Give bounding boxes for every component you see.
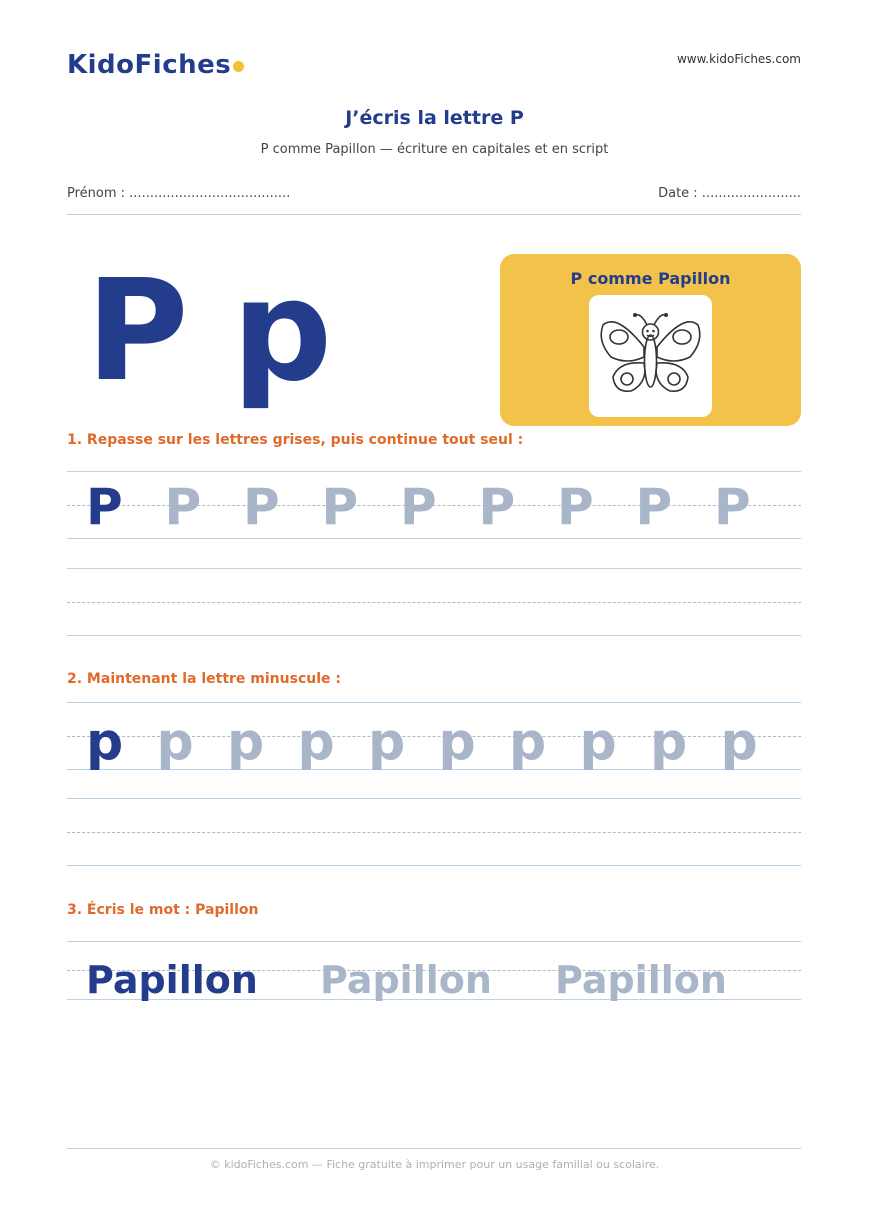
uppercase-letter-trace: P bbox=[243, 478, 280, 536]
header-divider bbox=[67, 214, 801, 215]
writing-baseline bbox=[67, 538, 801, 539]
uppercase-letter-trace: P bbox=[321, 478, 359, 536]
model-lowercase-letter: p bbox=[232, 250, 333, 413]
exercise2-instruction: 2. Maintenant la lettre minuscule : bbox=[67, 671, 341, 687]
lowercase-letter-trace: p bbox=[720, 712, 758, 772]
date-field: Date : ........................ bbox=[658, 186, 801, 201]
writing-midline bbox=[67, 832, 801, 833]
uppercase-letter-trace: P bbox=[478, 478, 516, 536]
uppercase-letter-trace: P bbox=[635, 478, 673, 536]
brand-dot-icon bbox=[233, 61, 244, 72]
model-uppercase-letter: P bbox=[86, 250, 189, 413]
uppercase-letter-trace: P bbox=[714, 478, 751, 536]
card-title: P comme Papillon bbox=[570, 269, 731, 288]
lowercase-letter-model: p bbox=[86, 712, 124, 772]
exercise3-instruction: 3. Écris le mot : Papillon bbox=[67, 902, 259, 918]
writing-line bbox=[67, 798, 801, 799]
model-word: Papillon bbox=[86, 958, 258, 1002]
lowercase-letter-trace: p bbox=[579, 712, 617, 772]
writing-baseline bbox=[67, 865, 801, 866]
lowercase-letter-trace: p bbox=[297, 712, 335, 772]
lowercase-letter-trace: p bbox=[509, 712, 547, 772]
writing-baseline bbox=[67, 635, 801, 636]
butterfly-icon bbox=[589, 295, 712, 417]
uppercase-letter-model: P bbox=[86, 478, 123, 536]
trace-word: Papillon bbox=[320, 958, 492, 1002]
name-field: Prénom : ....................................... bbox=[67, 186, 291, 201]
exercise1-instruction: 1. Repasse sur les lettres grises, puis continue tout seul : bbox=[67, 432, 524, 448]
brand-logo: KidoFiches bbox=[67, 50, 232, 80]
writing-midline bbox=[67, 602, 801, 603]
footer-text: © kidoFiches.com — Fiche gratuite à imprimer pour un usage familial ou scolaire. bbox=[209, 1158, 660, 1171]
website-link[interactable]: www.kidoFiches.com bbox=[676, 52, 801, 66]
uppercase-letter-trace: P bbox=[400, 478, 437, 536]
trace-word: Papillon bbox=[555, 958, 727, 1002]
lowercase-letter-trace: p bbox=[438, 712, 476, 772]
page-title: J’écris la lettre P bbox=[345, 107, 524, 129]
lowercase-letter-trace: p bbox=[650, 712, 688, 772]
lowercase-letter-trace: p bbox=[156, 712, 194, 772]
footer-divider bbox=[67, 1148, 801, 1149]
butterfly-picture bbox=[589, 295, 712, 417]
writing-line bbox=[67, 702, 801, 703]
page-subtitle: P comme Papillon — écriture en capitales et en script bbox=[260, 142, 609, 157]
uppercase-letter-trace: P bbox=[164, 478, 202, 536]
writing-line bbox=[67, 568, 801, 569]
writing-line bbox=[67, 471, 801, 472]
lowercase-letter-trace: p bbox=[227, 712, 265, 772]
lowercase-letter-trace: p bbox=[368, 712, 406, 772]
writing-line bbox=[67, 941, 801, 942]
uppercase-letter-trace: P bbox=[557, 478, 594, 536]
